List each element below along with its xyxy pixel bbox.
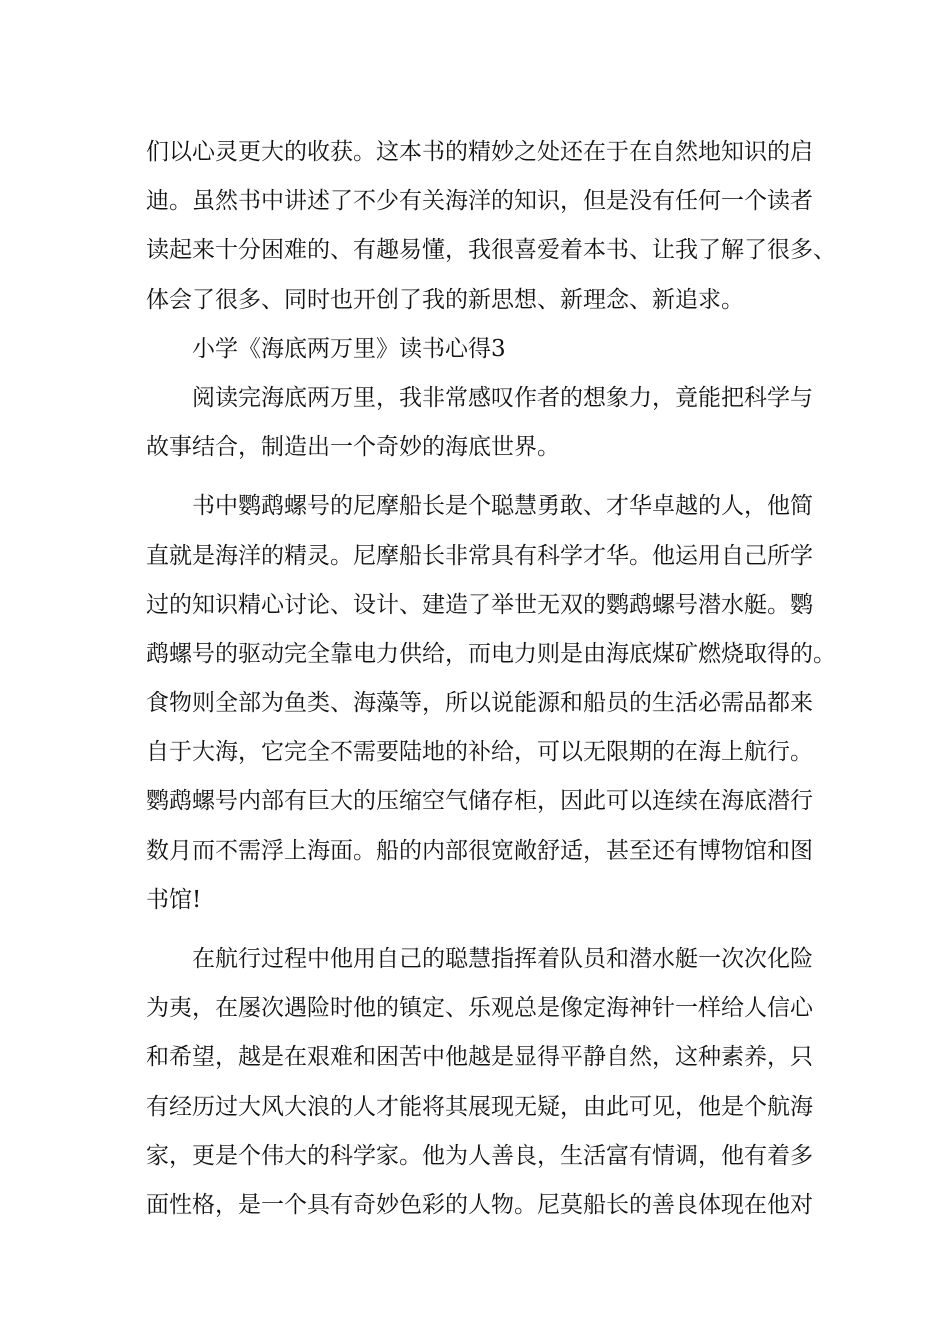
text-line: 在航行过程中他用自己的聪慧指挥着队员和潜水艇一次次化险 bbox=[192, 946, 813, 972]
text-line: 自于大海，它完全不需要陆地的补给，可以无限期的在海上航行。 bbox=[146, 739, 813, 766]
text-line: 阅读完海底两万里，我非常感叹作者的想象力，竟能把科学与 bbox=[192, 384, 813, 411]
text-line: 家，更是个伟大的科学家。他为人善良，生活富有情调，他有着多 bbox=[146, 1142, 813, 1169]
text-line: 直就是海洋的精灵。尼摩船长非常具有科学才华。他运用自己所学 bbox=[146, 542, 813, 569]
text-line: 读起来十分困难的、有趣易懂，我很喜爱着本书、让我了解了很多、 bbox=[146, 237, 836, 264]
text-line: 鹦鹉螺号内部有巨大的压缩空气储存柜，因此可以连续在海底潜行 bbox=[146, 788, 813, 815]
text-line: 故事结合，制造出一个奇妙的海底世界。 bbox=[146, 434, 560, 461]
text-line: 体会了很多、同时也开创了我的新思想、新理念、新追求。 bbox=[146, 286, 744, 313]
document-body bbox=[146, 128, 836, 1230]
text-line: 有经历过大风大浪的人才能将其展现无疑，由此可见，他是个航海 bbox=[146, 1093, 813, 1120]
text-line: 为夷，在屡次遇险时他的镇定、乐观总是像定海神针一样给人信心 bbox=[146, 995, 813, 1022]
text-line: 食物则全部为鱼类、海藻等，所以说能源和船员的生活必需品都来 bbox=[146, 690, 813, 717]
text-line: 鹉螺号的驱动完全靠电力供给，而电力则是由海底煤矿燃烧取得的。 bbox=[146, 640, 836, 667]
text-line: 面性格，是一个具有奇妙色彩的人物。尼莫船长的善良体现在他对 bbox=[146, 1191, 813, 1218]
text-line: 迪。虽然书中讲述了不少有关海洋的知识，但是没有任何一个读者 bbox=[146, 188, 813, 215]
text-line: 们以心灵更大的收获。这本书的精妙之处还在于在自然地知识的启 bbox=[146, 139, 813, 165]
section-heading: 小学《海底两万里》读书心得3 bbox=[192, 335, 506, 362]
text-line: 数月而不需浮上海面。船的内部很宽敞舒适，甚至还有博物馆和图 bbox=[146, 837, 813, 864]
text-line: 书中鹦鹉螺号的尼摩船长是个聪慧勇敢、才华卓越的人，他简 bbox=[192, 493, 813, 520]
text-line: 过的知识精心讨论、设计、建造了举世无双的鹦鹉螺号潜水艇。鹦 bbox=[146, 591, 813, 618]
text-line: 和希望，越是在艰难和困苦中他越是显得平静自然，这种素养，只 bbox=[146, 1044, 813, 1071]
text-line: 书馆! bbox=[146, 886, 202, 913]
